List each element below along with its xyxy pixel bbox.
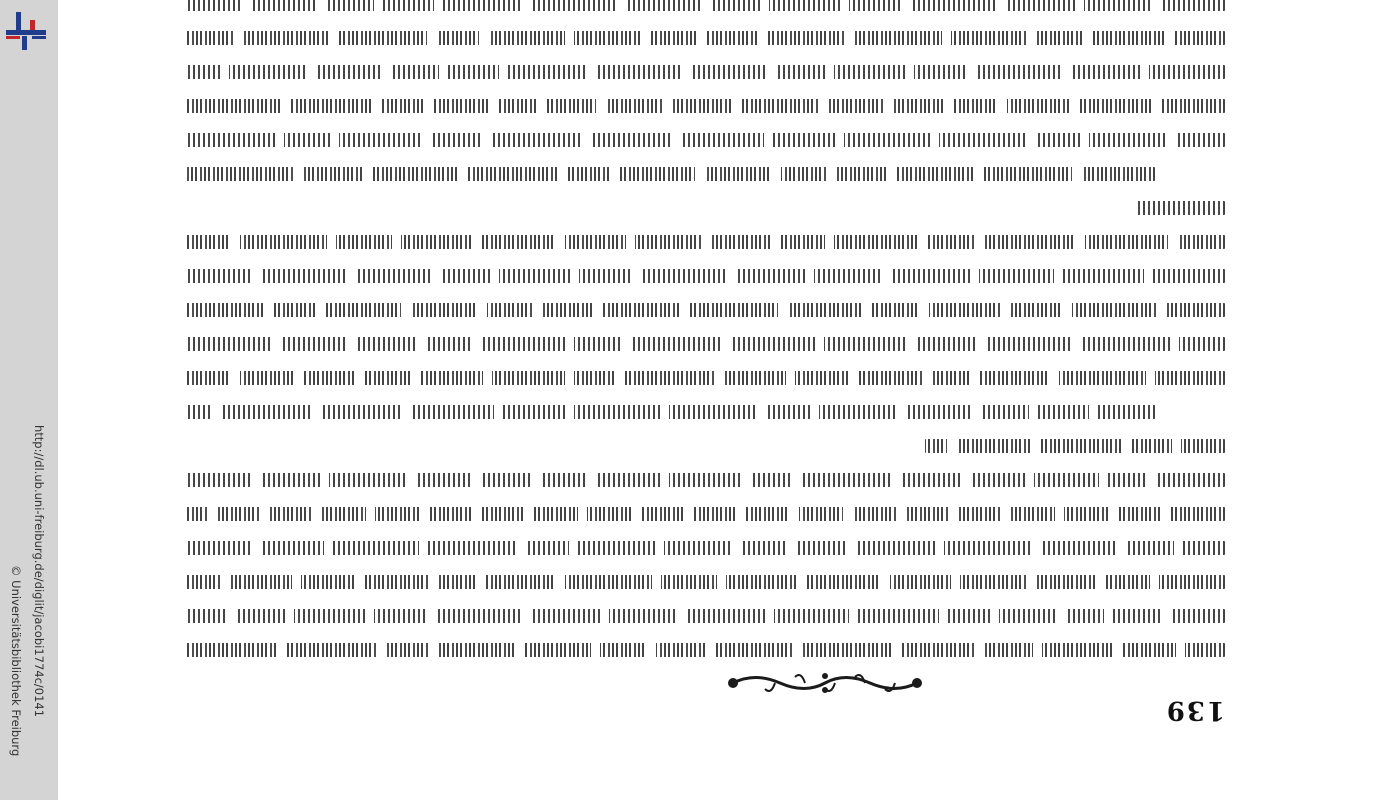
text-line (175, 235, 1225, 249)
text-line (175, 201, 1225, 215)
text-line (175, 167, 1225, 181)
text-line (175, 0, 1225, 11)
scanned-page (175, 85, 1225, 725)
text-line (175, 337, 1225, 351)
printed-text-block (175, 0, 1225, 657)
document-url: http://dl.ub.uni-freiburg.de/diglit/jacobi1774c/0141 (32, 425, 46, 718)
text-line (175, 99, 1225, 113)
text-line (175, 303, 1225, 317)
text-line (175, 541, 1225, 555)
text-line (175, 133, 1225, 147)
floral-vignette-icon (725, 666, 925, 700)
copyright-notice: © Universitätsbibliothek Freiburg (9, 565, 23, 757)
page-number: 139 (1164, 695, 1225, 725)
library-logo-icon (4, 10, 48, 52)
text-line (175, 507, 1225, 521)
text-line (175, 439, 1225, 453)
sidebar (0, 0, 58, 800)
text-line (175, 371, 1225, 385)
text-line (175, 269, 1225, 283)
text-line (175, 405, 1225, 419)
text-line (175, 31, 1225, 45)
text-line (175, 643, 1225, 657)
text-line (175, 473, 1225, 487)
text-line (175, 65, 1225, 79)
text-line (175, 609, 1225, 623)
text-line (175, 575, 1225, 589)
